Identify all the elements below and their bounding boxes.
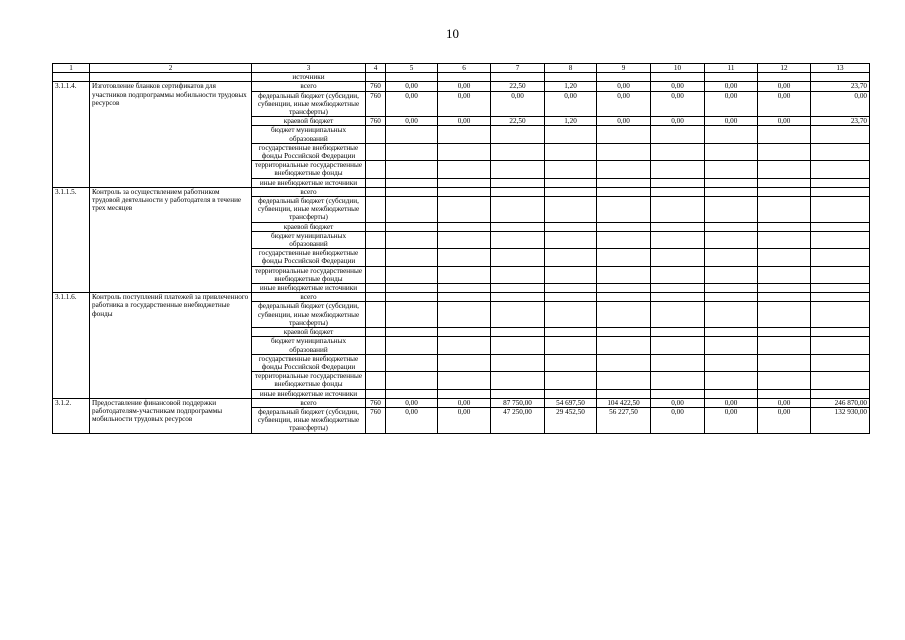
table-cell [705, 73, 758, 82]
value-cell [597, 187, 651, 196]
table-row [53, 187, 870, 196]
value-cell [651, 197, 705, 223]
budget-code [366, 293, 386, 302]
value-cell [438, 372, 491, 389]
value-cell [386, 337, 438, 354]
value-cell [491, 337, 545, 354]
value-cell [386, 389, 438, 398]
value-cell [705, 249, 758, 266]
column-header: 3 [252, 64, 366, 73]
table-cell [53, 73, 90, 82]
value-cell [545, 178, 597, 187]
value-cell: 0,00 [651, 91, 705, 117]
column-header: 13 [811, 64, 870, 73]
funding-source: федеральный бюджет (субсидии, субвенции, иные межбюджетные трансферты) [252, 302, 366, 328]
value-cell [651, 266, 705, 283]
budget-code [366, 161, 386, 178]
value-cell [651, 354, 705, 371]
funding-source: федеральный бюджет (субсидии, субвенции, иные межбюджетные трансферты) [252, 407, 366, 433]
value-cell [597, 266, 651, 283]
value-cell [545, 328, 597, 337]
value-cell [811, 143, 870, 160]
value-cell: 0,00 [758, 398, 811, 407]
value-cell [438, 187, 491, 196]
value-cell [386, 143, 438, 160]
funding-source: государственные внебюджетные фонды Российской Федерации [252, 354, 366, 371]
value-cell [705, 161, 758, 178]
measure-number: 3.1.2. [53, 398, 90, 433]
value-cell [758, 302, 811, 328]
value-cell [705, 389, 758, 398]
funding-source: бюджет муниципальных образований [252, 126, 366, 143]
column-header: 5 [386, 64, 438, 73]
value-cell [545, 302, 597, 328]
value-cell [811, 302, 870, 328]
value-cell: 0,00 [386, 91, 438, 117]
funding-source: всего [252, 187, 366, 196]
value-cell: 132 930,00 [811, 407, 870, 433]
value-cell: 0,00 [386, 398, 438, 407]
value-cell: 23,70 [811, 117, 870, 126]
funding-source: краевой бюджет [252, 117, 366, 126]
value-cell [651, 302, 705, 328]
value-cell [758, 328, 811, 337]
value-cell [438, 126, 491, 143]
value-cell [438, 143, 491, 160]
value-cell [545, 231, 597, 248]
value-cell [491, 284, 545, 293]
value-cell [811, 284, 870, 293]
value-cell [758, 187, 811, 196]
column-header: 8 [545, 64, 597, 73]
column-header: 9 [597, 64, 651, 73]
value-cell: 0,00 [386, 117, 438, 126]
value-cell [758, 266, 811, 283]
value-cell [545, 143, 597, 160]
column-header: 6 [438, 64, 491, 73]
value-cell [438, 249, 491, 266]
value-cell [491, 266, 545, 283]
value-cell [491, 126, 545, 143]
value-cell: 0,00 [651, 82, 705, 91]
value-cell: 23,70 [811, 82, 870, 91]
budget-code: 760 [366, 407, 386, 433]
value-cell [758, 178, 811, 187]
value-cell: 0,00 [491, 91, 545, 117]
value-cell: 0,00 [438, 91, 491, 117]
value-cell: 22,50 [491, 82, 545, 91]
value-cell [597, 328, 651, 337]
table-cell [90, 73, 252, 82]
value-cell [597, 354, 651, 371]
value-cell [651, 284, 705, 293]
value-cell [705, 231, 758, 248]
value-cell: 29 452,50 [545, 407, 597, 433]
funding-source: источники [252, 73, 366, 82]
value-cell [386, 231, 438, 248]
value-cell [758, 222, 811, 231]
value-cell [651, 249, 705, 266]
measure-name: Изготовление бланков сертификатов для участников подпрограммы мобильности трудовых ресурсов [90, 82, 252, 187]
budget-code [366, 354, 386, 371]
funding-source: краевой бюджет [252, 328, 366, 337]
value-cell: 104 422,50 [597, 398, 651, 407]
value-cell [811, 337, 870, 354]
value-cell: 246 870,00 [811, 398, 870, 407]
value-cell [597, 126, 651, 143]
value-cell [491, 389, 545, 398]
value-cell [597, 372, 651, 389]
value-cell: 0,00 [438, 82, 491, 91]
measure-number: 3.1.1.4. [53, 82, 90, 187]
value-cell: 0,00 [758, 407, 811, 433]
value-cell [438, 266, 491, 283]
value-cell [386, 126, 438, 143]
table-cell [811, 73, 870, 82]
column-header: 7 [491, 64, 545, 73]
value-cell [545, 389, 597, 398]
value-cell: 0,00 [705, 91, 758, 117]
value-cell [705, 302, 758, 328]
value-cell [758, 161, 811, 178]
value-cell [705, 328, 758, 337]
value-cell [491, 372, 545, 389]
value-cell [386, 222, 438, 231]
value-cell: 0,00 [651, 398, 705, 407]
value-cell: 0,00 [758, 82, 811, 91]
table-cell [758, 73, 811, 82]
funding-source: территориальные государственные внебюджетные фонды [252, 372, 366, 389]
value-cell: 0,00 [438, 398, 491, 407]
table-cell [651, 73, 705, 82]
budget-code [366, 337, 386, 354]
value-cell [811, 161, 870, 178]
value-cell [597, 178, 651, 187]
column-header: 11 [705, 64, 758, 73]
budget-code [366, 284, 386, 293]
value-cell [491, 161, 545, 178]
value-cell [491, 302, 545, 328]
value-cell [491, 222, 545, 231]
value-cell [811, 328, 870, 337]
funding-source: краевой бюджет [252, 222, 366, 231]
value-cell [811, 231, 870, 248]
budget-code [366, 222, 386, 231]
value-cell [651, 187, 705, 196]
budget-code [366, 178, 386, 187]
budget-code [366, 372, 386, 389]
value-cell [386, 328, 438, 337]
table-cell [438, 73, 491, 82]
value-cell [758, 197, 811, 223]
budget-code [366, 231, 386, 248]
value-cell [545, 161, 597, 178]
value-cell [705, 354, 758, 371]
table-cell [597, 73, 651, 82]
column-header: 10 [651, 64, 705, 73]
column-header: 2 [90, 64, 252, 73]
funding-source: государственные внебюджетные фонды Российской Федерации [252, 143, 366, 160]
value-cell [597, 293, 651, 302]
value-cell [597, 249, 651, 266]
table-cell [491, 73, 545, 82]
value-cell: 0,00 [705, 407, 758, 433]
value-cell: 1,20 [545, 117, 597, 126]
value-cell [545, 372, 597, 389]
value-cell [545, 284, 597, 293]
value-cell [758, 126, 811, 143]
value-cell: 0,00 [705, 398, 758, 407]
value-cell [597, 222, 651, 231]
budget-code: 760 [366, 91, 386, 117]
funding-source: федеральный бюджет (субсидии, субвенции, иные межбюджетные трансферты) [252, 197, 366, 223]
measure-number: 3.1.1.5. [53, 187, 90, 292]
value-cell: 0,00 [758, 91, 811, 117]
value-cell [597, 389, 651, 398]
budget-code [366, 328, 386, 337]
value-cell [705, 143, 758, 160]
table-cell [366, 73, 386, 82]
budget-code [366, 389, 386, 398]
value-cell [651, 143, 705, 160]
value-cell [651, 126, 705, 143]
value-cell [811, 372, 870, 389]
value-cell: 87 750,00 [491, 398, 545, 407]
value-cell: 0,00 [651, 407, 705, 433]
value-cell [386, 161, 438, 178]
value-cell [811, 354, 870, 371]
value-cell [491, 293, 545, 302]
value-cell [705, 126, 758, 143]
value-cell [758, 284, 811, 293]
value-cell [651, 178, 705, 187]
table-cell [545, 73, 597, 82]
table-row [53, 73, 870, 82]
value-cell [811, 178, 870, 187]
value-cell: 0,00 [438, 407, 491, 433]
value-cell [811, 222, 870, 231]
value-cell [705, 284, 758, 293]
table-cell [386, 73, 438, 82]
value-cell [545, 126, 597, 143]
value-cell [438, 302, 491, 328]
value-cell [597, 302, 651, 328]
value-cell [758, 337, 811, 354]
value-cell [386, 302, 438, 328]
value-cell [597, 284, 651, 293]
value-cell: 22,50 [491, 117, 545, 126]
table-row [53, 398, 870, 407]
value-cell [758, 293, 811, 302]
measure-number: 3.1.1.6. [53, 293, 90, 398]
value-cell [597, 337, 651, 354]
value-cell [705, 293, 758, 302]
value-cell [545, 249, 597, 266]
funding-source: всего [252, 398, 366, 407]
measure-name: Контроль поступлений платежей за привлеченного работника в государственные внебюджетные фонды [90, 293, 252, 398]
value-cell [758, 143, 811, 160]
value-cell [758, 231, 811, 248]
value-cell [651, 231, 705, 248]
value-cell [758, 372, 811, 389]
value-cell [705, 178, 758, 187]
value-cell [438, 389, 491, 398]
value-cell [597, 143, 651, 160]
value-cell: 0,00 [386, 82, 438, 91]
value-cell [386, 187, 438, 196]
value-cell [491, 143, 545, 160]
value-cell [545, 197, 597, 223]
value-cell [811, 389, 870, 398]
value-cell: 0,00 [597, 91, 651, 117]
value-cell: 56 227,50 [597, 407, 651, 433]
budget-code: 760 [366, 398, 386, 407]
value-cell [811, 249, 870, 266]
budget-code [366, 126, 386, 143]
value-cell [597, 161, 651, 178]
value-cell [811, 187, 870, 196]
column-header: 1 [53, 64, 90, 73]
value-cell [386, 354, 438, 371]
funding-source: федеральный бюджет (субсидии, субвенции, иные межбюджетные трансферты) [252, 91, 366, 117]
budget-code [366, 143, 386, 160]
budget-table [52, 63, 870, 434]
value-cell [705, 187, 758, 196]
budget-code [366, 187, 386, 196]
value-cell [545, 266, 597, 283]
value-cell [438, 178, 491, 187]
value-cell [438, 231, 491, 248]
value-cell [438, 337, 491, 354]
value-cell: 0,00 [438, 117, 491, 126]
column-header: 4 [366, 64, 386, 73]
funding-source: всего [252, 293, 366, 302]
measure-name: Контроль за осуществлением работником трудовой деятельности у работодателя в течение трех месяцев [90, 187, 252, 292]
value-cell [705, 197, 758, 223]
column-header: 12 [758, 64, 811, 73]
funding-source: бюджет муниципальных образований [252, 231, 366, 248]
funding-source: всего [252, 82, 366, 91]
value-cell [491, 197, 545, 223]
value-cell: 0,00 [597, 82, 651, 91]
value-cell [386, 266, 438, 283]
funding-source: бюджет муниципальных образований [252, 337, 366, 354]
value-cell [705, 372, 758, 389]
value-cell [438, 284, 491, 293]
value-cell [651, 337, 705, 354]
value-cell [438, 161, 491, 178]
budget-code [366, 266, 386, 283]
value-cell [438, 222, 491, 231]
value-cell [386, 372, 438, 389]
value-cell [811, 293, 870, 302]
value-cell [758, 389, 811, 398]
value-cell [438, 328, 491, 337]
value-cell: 0,00 [811, 91, 870, 117]
table-row [53, 82, 870, 91]
value-cell [491, 328, 545, 337]
value-cell [705, 266, 758, 283]
value-cell [597, 197, 651, 223]
value-cell [386, 178, 438, 187]
value-cell [545, 293, 597, 302]
value-cell [491, 231, 545, 248]
value-cell [545, 337, 597, 354]
measure-name: Предоставление финансовой поддержки работодателям-участникам подпрограммы мобильности трудовых ресурсов [90, 398, 252, 433]
funding-source: иные внебюджетные источники [252, 284, 366, 293]
value-cell [811, 197, 870, 223]
value-cell: 47 250,00 [491, 407, 545, 433]
value-cell [545, 222, 597, 231]
value-cell: 0,00 [651, 117, 705, 126]
value-cell [651, 328, 705, 337]
budget-code: 760 [366, 82, 386, 91]
value-cell [758, 249, 811, 266]
budget-code [366, 302, 386, 328]
value-cell [651, 293, 705, 302]
value-cell [491, 178, 545, 187]
value-cell [438, 354, 491, 371]
value-cell [386, 293, 438, 302]
value-cell [386, 284, 438, 293]
value-cell [651, 222, 705, 231]
value-cell [438, 293, 491, 302]
value-cell [705, 222, 758, 231]
value-cell [438, 197, 491, 223]
value-cell: 0,00 [386, 407, 438, 433]
value-cell [545, 354, 597, 371]
value-cell [491, 354, 545, 371]
column-header-row [53, 64, 870, 73]
value-cell: 0,00 [597, 117, 651, 126]
funding-source: иные внебюджетные источники [252, 178, 366, 187]
value-cell [545, 187, 597, 196]
value-cell [811, 266, 870, 283]
table-row [53, 293, 870, 302]
value-cell: 54 697,50 [545, 398, 597, 407]
value-cell [651, 372, 705, 389]
value-cell [705, 337, 758, 354]
funding-source: иные внебюджетные источники [252, 389, 366, 398]
value-cell [651, 161, 705, 178]
value-cell [811, 126, 870, 143]
value-cell: 0,00 [705, 117, 758, 126]
budget-code: 760 [366, 117, 386, 126]
value-cell [758, 354, 811, 371]
value-cell: 1,20 [545, 82, 597, 91]
budget-code [366, 197, 386, 223]
value-cell: 0,00 [705, 82, 758, 91]
funding-source: государственные внебюджетные фонды Российской Федерации [252, 249, 366, 266]
value-cell [491, 187, 545, 196]
value-cell: 0,00 [545, 91, 597, 117]
funding-source: территориальные государственные внебюджетные фонды [252, 266, 366, 283]
page-number: 10 [446, 26, 459, 41]
value-cell [597, 231, 651, 248]
funding-source: территориальные государственные внебюджетные фонды [252, 161, 366, 178]
value-cell [651, 389, 705, 398]
value-cell [491, 249, 545, 266]
budget-code [366, 249, 386, 266]
value-cell [386, 249, 438, 266]
value-cell: 0,00 [758, 117, 811, 126]
value-cell [386, 197, 438, 223]
